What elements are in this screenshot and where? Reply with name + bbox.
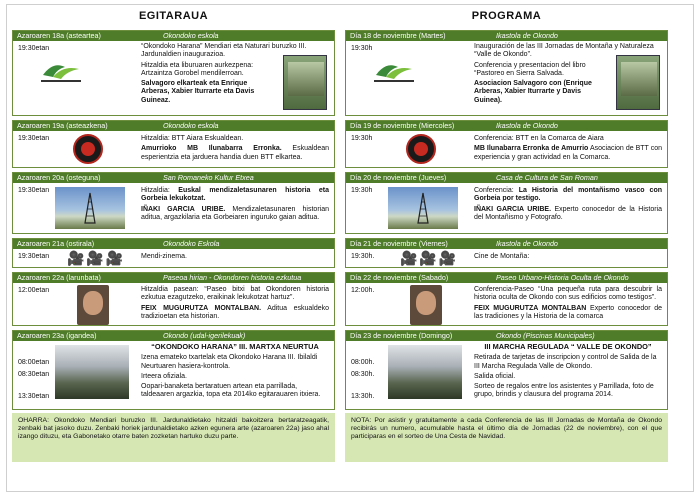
event-text: Experto conocedor de la Historia del Montañismo y Fotografo.	[474, 205, 662, 221]
section-place: Ikastola de Okondo	[496, 239, 558, 248]
event-speakers: IÑAKI GARCIA URIBE.	[141, 205, 226, 213]
event-text: Conferencia-Paseo “Una pequeña ruta para descubrir la historia oculta de Okondo con sus edificios como testigos”.	[474, 286, 662, 302]
section-day-18	[345, 30, 668, 116]
movie-camera-icon: 🎥🎥🎥	[67, 250, 126, 266]
event-time: 19:30h	[351, 187, 373, 194]
section-place: Okondoko eskola	[163, 121, 219, 130]
section-day-22	[12, 272, 335, 326]
section-day-23	[12, 330, 335, 410]
event-speakers: FEIX MUGURUTZA MONTALBAN.	[141, 304, 262, 312]
event-description	[141, 135, 329, 164]
event-text: Conferencia: BTT en la Comarca de Aiara	[474, 135, 604, 142]
event-text: Hitzaldia pasean: “Paseo bitxi bat Okondoren historia ezkutua ezagutzeko, eraikinak lekukotzat hartuz”.	[141, 286, 329, 302]
section-bar	[13, 31, 334, 41]
event-description	[474, 286, 662, 323]
march-group-photo	[388, 345, 462, 399]
event-title: III MARCHA REGULADA “ VALLE DE OKONDO”	[484, 342, 652, 351]
section-bar	[346, 173, 667, 183]
section-place: Casa de Cultura de San Roman	[496, 173, 598, 182]
event-text: Inauguración de las III Jornadas de Montaña y Naturaleza “Valle de Okondo”.	[474, 43, 654, 59]
event-text: Experto conocedor de las tradiciones y la Historia de la comarca	[474, 304, 662, 320]
movie-camera-icon: 🎥🎥🎥	[400, 250, 459, 266]
event-text: Mendi-zinema.	[141, 253, 187, 260]
book-cover-image	[616, 55, 660, 110]
section-place: Ikastola de Okondo	[496, 121, 558, 130]
section-date: Azaroaren 19a (asteazkena)	[17, 121, 108, 130]
gorbeia-cross-photo	[388, 187, 458, 229]
event-description	[474, 253, 662, 263]
section-date: Día 20 de noviembre (Jueves)	[350, 173, 447, 182]
event-text: Conferencia:	[474, 187, 519, 194]
event-speakers: Asociacion Salvagoro con (Enrique Arberas, Xabier Iturrarte y Davis Guinea).	[474, 80, 592, 104]
event-time: 19:30h	[351, 45, 373, 52]
section-place: Okondoko eskola	[163, 31, 219, 40]
event-time: 19:30etan	[18, 135, 50, 142]
section-day-20	[345, 172, 668, 234]
section-date: Azaroaren 23a (igandea)	[17, 331, 97, 340]
section-place: Okondoko Eskola	[163, 239, 220, 248]
section-date: Azaroaren 20a (osteguna)	[17, 173, 101, 182]
event-time: 19:30etan	[18, 45, 50, 52]
event-text: Retirada de tarjetas de inscripcion y control de Salida de la III Marcha Regulada Valle de Okondo.	[474, 354, 657, 370]
column-egitaraua	[12, 8, 335, 441]
section-date: Azaroaren 22a (larunbata)	[17, 273, 101, 282]
salvagore-logo-icon	[39, 57, 83, 85]
section-date: Día 22 de noviembre (Sabado)	[350, 273, 449, 282]
book-cover-image	[283, 55, 327, 110]
event-text: Irteera ofiziala.	[141, 372, 187, 380]
event-text: “Okondoko Harana” Mendiari eta Naturari buruzko III. Jardunaldien inaugurazioa.	[141, 43, 307, 59]
section-date: Azaroaren 21a (ostirala)	[17, 239, 95, 248]
section-bar	[346, 31, 667, 41]
event-description	[141, 286, 329, 323]
event-time: 12:00h.	[351, 287, 375, 294]
bike-club-logo-icon	[73, 134, 103, 164]
event-time: 19:30h	[351, 135, 373, 142]
event-text: Salida oficial.	[474, 372, 516, 380]
event-text: Cine de Montaña:	[474, 253, 530, 260]
section-place: San Romaneko Kultur Etxea	[163, 173, 254, 182]
event-description	[141, 253, 329, 263]
section-place: Okondo (Piscinas Municipales)	[496, 331, 595, 340]
section-bar	[13, 121, 334, 131]
event-time: 19:30etan	[18, 253, 50, 260]
event-time: 19:30etan	[18, 187, 50, 194]
event-text: Asociacion de BTT con experiencia y gran actividad en la Comarca.	[474, 145, 662, 161]
event-title: La Historia del montañismo vasco con Gorbeia por testigo.	[474, 187, 662, 203]
section-day-23	[345, 330, 668, 410]
section-day-22	[345, 272, 668, 326]
event-title: Euskal mendizaletasunaren historia eta Gorbeia lekukotzat.	[141, 187, 330, 203]
event-speakers: Salvagoro elkarteak eta Enrique Arberas, Xabier Iturrarte eta Davis Guineaz.	[141, 80, 255, 104]
section-day-21	[345, 238, 668, 268]
speaker-portrait	[77, 285, 109, 325]
section-bar	[13, 331, 334, 341]
event-speakers: Amurrioko MB Ilunabarra Erronka.	[141, 145, 282, 153]
event-description	[141, 343, 329, 402]
gorbeia-cross-photo	[55, 187, 125, 229]
section-bar	[346, 273, 667, 283]
speaker-portrait	[410, 285, 442, 325]
event-speakers: IÑAKI GARCIA URIBE.	[474, 205, 552, 213]
section-date: Azaroaren 18a (asteartea)	[17, 31, 101, 40]
event-text: Hitzaldia eta liburuaren aurkezpena: Artzaintza Gorobel mendilerroan.	[141, 61, 254, 77]
event-text: Oopari-banaketa bertaratuen artean eta parrillada, taldeaaren argazkia, topa eta 2014ko egitarauaren itxiera.	[141, 383, 321, 399]
section-bar	[13, 273, 334, 283]
event-speakers: MB Ilunabarra Erronka de Amurrio	[474, 145, 589, 153]
event-time: 08:30h.	[351, 371, 375, 378]
event-speakers: FEIX MUGURUTZA MONTALBAN	[474, 304, 587, 312]
salvagore-logo-icon	[372, 57, 416, 85]
section-day-19	[345, 120, 668, 168]
section-bar	[13, 173, 334, 183]
section-day-21	[12, 238, 335, 268]
section-day-18	[12, 30, 335, 116]
event-text: Aditua eskualdeko tradizioetan eta historian.	[141, 304, 329, 320]
event-description	[474, 187, 662, 224]
event-time: 19:30h.	[351, 253, 375, 260]
section-date: Día 21 de noviembre (Viernes)	[350, 239, 448, 248]
event-text: Izena emateko txartelak eta Okondoko Harana III. Ibilaldi Neurtuaren hasiera-kontrola.	[141, 354, 318, 370]
note-oharra: OHARRA: Okondoko Mendiari buruzko III. Jardunaldietako hitzaldi bakoitzera bertaratzeagatik, zenbaki bat jasoko duzu. Zenbaki horiek jardunaldietako azken egunera arte (azaroaren 22a) jaso ahal izango dituzu, eta Gabonetako otarre baten zozketan hartuko duzu parte.	[12, 413, 335, 462]
event-text: Sorteo de regalos entre los asistentes y Parrillada, foto de grupo, brindis y clausura del programa 2014.	[474, 383, 654, 399]
event-text: Conferencia y presentacion del libro “Pastoreo en Sierra Salvada.	[474, 61, 586, 77]
march-group-photo	[55, 345, 129, 399]
section-date: Día 23 de noviembre (Domingo)	[350, 331, 453, 340]
event-time: 08:00h.	[351, 359, 375, 366]
section-day-20	[12, 172, 335, 234]
bike-club-logo-icon	[406, 134, 436, 164]
section-bar	[346, 239, 667, 249]
section-bar	[13, 239, 334, 249]
event-time: 13:30etan	[18, 393, 50, 400]
note-nota: NOTA: Por asistir y gratuitamente a cada Conferencia de las III Jornadas de Montaña de Okondo recibirás un numero, acumulable hasta el último día de Jornadas (22 de noviembre), con el que participaras en el sorteo de Una Cesta de Navidad.	[345, 413, 668, 462]
section-date: Día 19 de noviembre (Miercoles)	[350, 121, 455, 130]
event-text: Eskualdean esperientzia eta jarduera handia duen BTT elkartea.	[141, 145, 330, 161]
section-day-19	[12, 120, 335, 168]
section-place: Paseoa hirian - Okondoren historia ezkutua	[163, 273, 302, 282]
section-place: Paseo Urbano-Historia Oculta de Okondo	[496, 273, 629, 282]
event-description	[141, 187, 329, 224]
section-place: Ikastola de Okondo	[496, 31, 558, 40]
section-date: Día 18 de noviembre (Martes)	[350, 31, 446, 40]
event-time: 12:00etan	[18, 287, 50, 294]
section-bar	[346, 121, 667, 131]
column-programa	[345, 8, 668, 441]
event-time: 08:30etan	[18, 371, 50, 378]
event-text: Mendizaletasunaren historian aditua, argazkilaria eta Gorbeiaren inguruko gaian aditua.	[141, 205, 329, 221]
heading-egitaraua: EGITARAUA	[138, 10, 209, 22]
event-time: 13:30h.	[351, 393, 375, 400]
event-title: “OKONDOKO HARANA” III. MARTXA NEURTUA	[151, 342, 319, 351]
section-place: Okondo (udal-igerilekuak)	[163, 331, 246, 340]
heading-programa: PROGRAMA	[471, 10, 542, 22]
section-bar	[346, 331, 667, 341]
event-description	[474, 135, 662, 164]
event-time: 08:00etan	[18, 359, 50, 366]
event-text: Hitzaldia: BTT Aiara Eskualdean.	[141, 135, 244, 142]
event-text: Hitzaldia:	[141, 187, 179, 194]
event-description	[474, 343, 662, 402]
